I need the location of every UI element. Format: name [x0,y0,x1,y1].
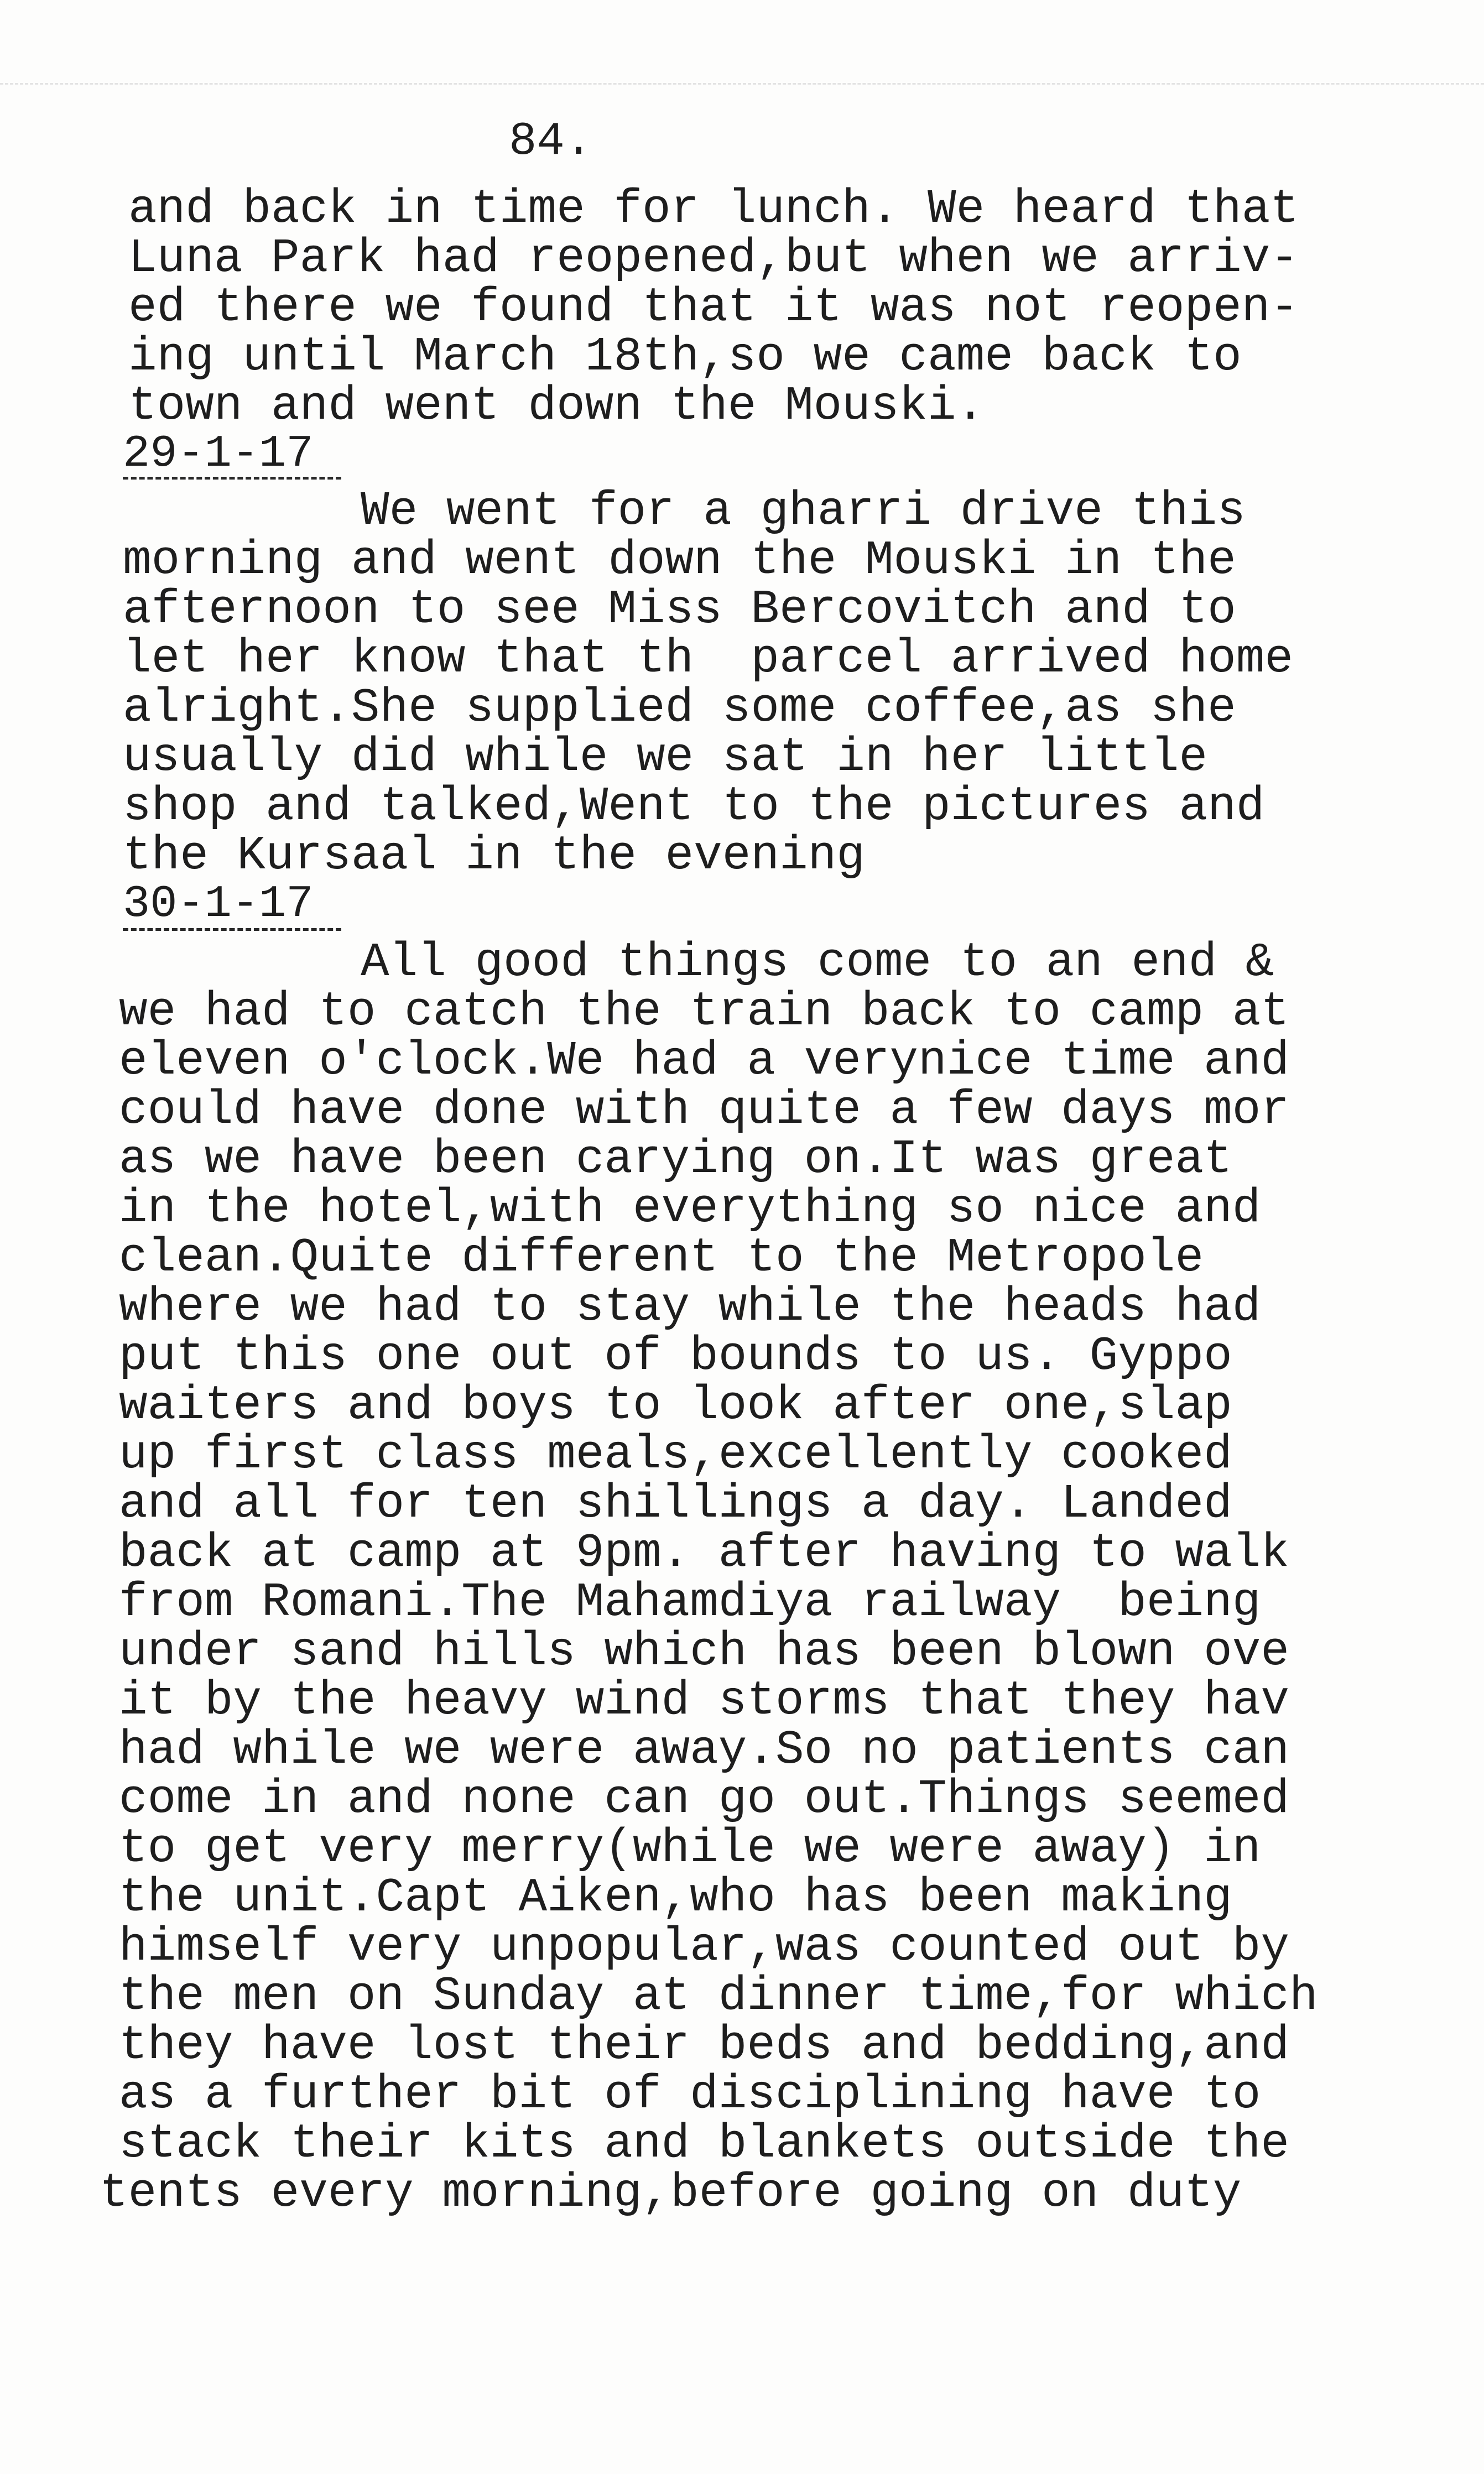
entry-2-date: 29-1-17 [123,428,314,480]
entry-2-line-5: alright.She supplied some coffee,as she [123,681,1236,735]
entry-3-line-21: himself very unpopular,was counted out by [119,1920,1289,1974]
page-number: 84. [509,116,593,168]
entry-1-line-3: ed there we found that it was not reopen- [128,280,1299,335]
entry-3-date: 30-1-17 [123,878,314,930]
entry-3-line-5: as we have been carying on.It was great [119,1132,1232,1186]
entry-3-line-9: put this one out of bounds to us. Gyppo [119,1329,1232,1383]
page-top-edge [0,83,1484,85]
entry-2-line-1: We went for a gharri drive this [361,484,1246,538]
entry-2-line-2: morning and went down the Mouski in the [123,533,1236,587]
entry-2-line-7: shop and talked,Went to the pictures and [123,779,1265,834]
entry-2-line-3: afternoon to see Miss Bercovitch and to [123,582,1236,637]
entry-3-line-17: had while we were away.So no patients can [119,1723,1289,1777]
entry-3-line-23: they have lost their beds and bedding,and [119,2018,1289,2072]
entry-1-line-5: town and went down the Mouski. [128,379,985,433]
entry-3-line-16: it by the heavy wind storms that they hav [119,1674,1289,1728]
entry-1-line-1: and back in time for lunch. We heard that [128,182,1299,236]
entry-3-line-10: waiters and boys to look after one,slap [119,1378,1232,1433]
entry-3-line-7: clean.Quite different to the Metropole [119,1231,1204,1285]
entry-3-line-3: eleven o'clock.We had a verynice time and [119,1034,1289,1088]
entry-2-date-underline [123,477,341,480]
entry-3-line-8: where we had to stay while the heads had [119,1280,1261,1334]
entry-3-line-11: up first class meals,excellently cooked [119,1428,1232,1482]
entry-3-line-14: from Romani.The Mahamdiya railway being [119,1575,1261,1629]
entry-3-line-26: tents every morning,before going on duty [100,2166,1242,2220]
entry-2-line-4: let her know that th parcel arrived home [123,632,1293,686]
entry-3-line-2: we had to catch the train back to camp at [119,985,1289,1039]
entry-3-line-24: as a further bit of disciplining have to [119,2067,1261,2122]
entry-3-line-19: to get very merry(while we were away) in [119,1821,1261,1876]
entry-3-line-13: back at camp at 9pm. after having to walk [119,1526,1289,1580]
entry-3-line-25: stack their kits and blankets outside the [119,2117,1289,2171]
entry-3-date-underline [123,928,341,931]
entry-1-line-4: ing until March 18th,so we came back to [128,330,1242,384]
entry-3-line-20: the unit.Capt Aiken,who has been making [119,1871,1232,1925]
entry-2-line-8: the Kursaal in the evening [123,829,865,883]
entry-3-line-22: the men on Sunday at dinner time,for which [119,1969,1318,2023]
entry-3-line-15: under sand hills which has been blown ove [119,1624,1289,1679]
entry-3-line-12: and all for ten shillings a day. Landed [119,1477,1232,1531]
entry-3-line-4: could have done with quite a few days mor [119,1083,1289,1137]
entry-3-line-18: come in and none can go out.Things seemed [119,1772,1289,1826]
entry-3-line-1: All good things come to an end & [361,935,1274,989]
entry-1-line-2: Luna Park had reopened,but when we arriv- [128,231,1299,285]
entry-2-line-6: usually did while we sat in her little [123,730,1208,784]
entry-3-line-6: in the hotel,with everything so nice and [119,1181,1261,1236]
